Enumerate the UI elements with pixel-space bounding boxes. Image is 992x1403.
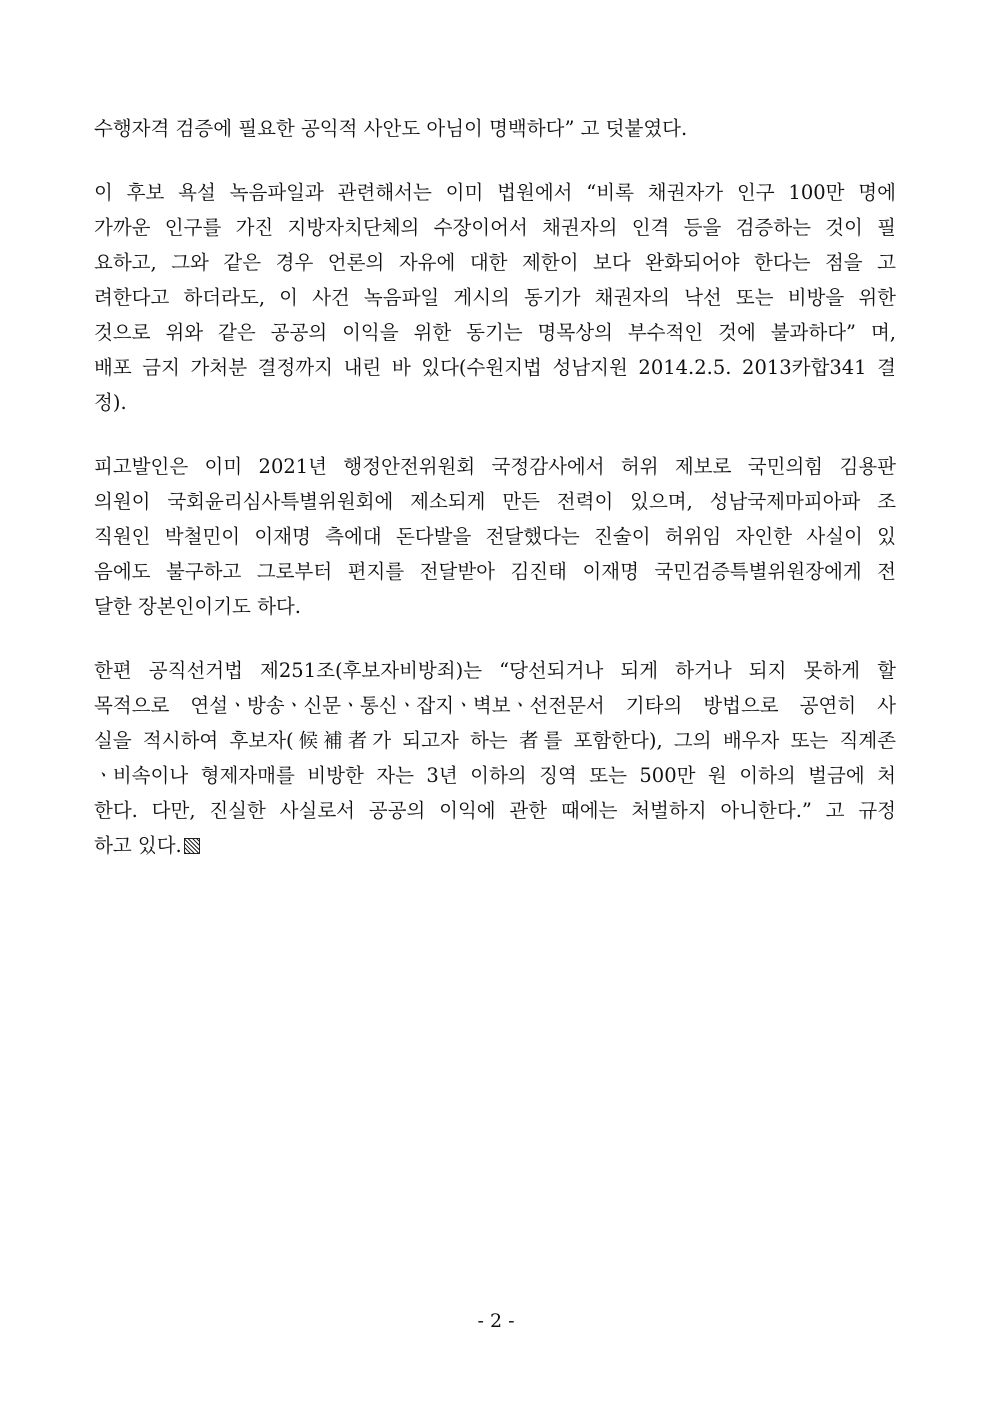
paragraph-4-line-2: 목적으로 연설ㆍ방송ㆍ신문ㆍ통신ㆍ잡지ㆍ벽보ㆍ선전문서 기타의 방법으로 공연히 사 (94, 694, 896, 717)
page-number: - 2 - (477, 1310, 515, 1332)
paragraph-2-line-3: 요하고, 그와 같은 경우 언론의 자유에 대한 제한이 보다 완화되어야 한다는 점을 고 (94, 251, 896, 274)
paragraph-2-line-2: 가까운 인구를 가진 지방자치단체의 수장이어서 채권자의 인격 등을 검증하는 것이 필 (94, 216, 896, 239)
paragraph-4-line-6: 하고 있다. (94, 834, 182, 857)
paragraph-3-line-5: 달한 장본인이기도 하다. (94, 595, 301, 618)
paragraph-4-line-5: 한다. 다만, 진실한 사실로서 공공의 이익에 관한 때에는 처벌하지 아니한다.” 고 규정 (94, 799, 896, 822)
paragraph-2-line-4: 려한다고 하더라도, 이 사건 녹음파일 게시의 동기가 채권자의 낙선 또는 비방을 위한 (94, 286, 896, 309)
paragraph-3-line-2: 의원이 국회윤리심사특별위원회에 제소되게 만든 전력이 있으며, 성남국제마피아파 조 (94, 490, 896, 513)
paragraph-4-line-1: 한편 공직선거법 제251조(후보자비방죄)는 “당선되거나 되게 하거나 되지 못하게 할 (94, 659, 896, 682)
paragraph-3-line-1: 피고발인은 이미 2021년 행정안전위원회 국정감사에서 허위 제보로 국민의힘 김용판 (94, 455, 896, 478)
paragraph-3-line-4: 음에도 불구하고 그로부터 편지를 전달받아 김진태 이재명 국민검증특별위원장에게 전 (94, 560, 896, 583)
paragraph-4-line-4: ㆍ비속이나 형제자매를 비방한 자는 3년 이하의 징역 또는 500만 원 이하의 벌금에 처 (94, 764, 896, 787)
paragraph-2-line-6: 배포 금지 가처분 결정까지 내린 바 있다(수원지법 성남지원 2014.2.5. 2013카합341 결 (94, 356, 896, 379)
paragraph-1-line-1: 수행자격 검증에 필요한 공익적 사안도 아님이 명백하다” 고 덧붙였다. (94, 117, 688, 140)
hatched-square-icon (184, 838, 200, 854)
paragraph-2-line-1: 이 후보 욕설 녹음파일과 관련해서는 이미 법원에서 “비록 채권자가 인구 100만 명에 (94, 181, 896, 204)
paragraph-4-line-3: 실을 적시하여 후보자(候補者가 되고자 하는 者를 포함한다), 그의 배우자 또는 직계존 (94, 729, 896, 752)
paragraph-3-line-3: 직원인 박철민이 이재명 측에대 돈다발을 전달했다는 진술이 허위임 자인한 사실이 있 (94, 525, 896, 548)
paragraph-2-line-7: 정). (94, 391, 127, 414)
paragraph-2-line-5: 것으로 위와 같은 공공의 이익을 위한 동기는 명목상의 부수적인 것에 불과하다” 며, (94, 321, 896, 344)
paragraph-4-line-6-wrap (94, 830, 896, 862)
